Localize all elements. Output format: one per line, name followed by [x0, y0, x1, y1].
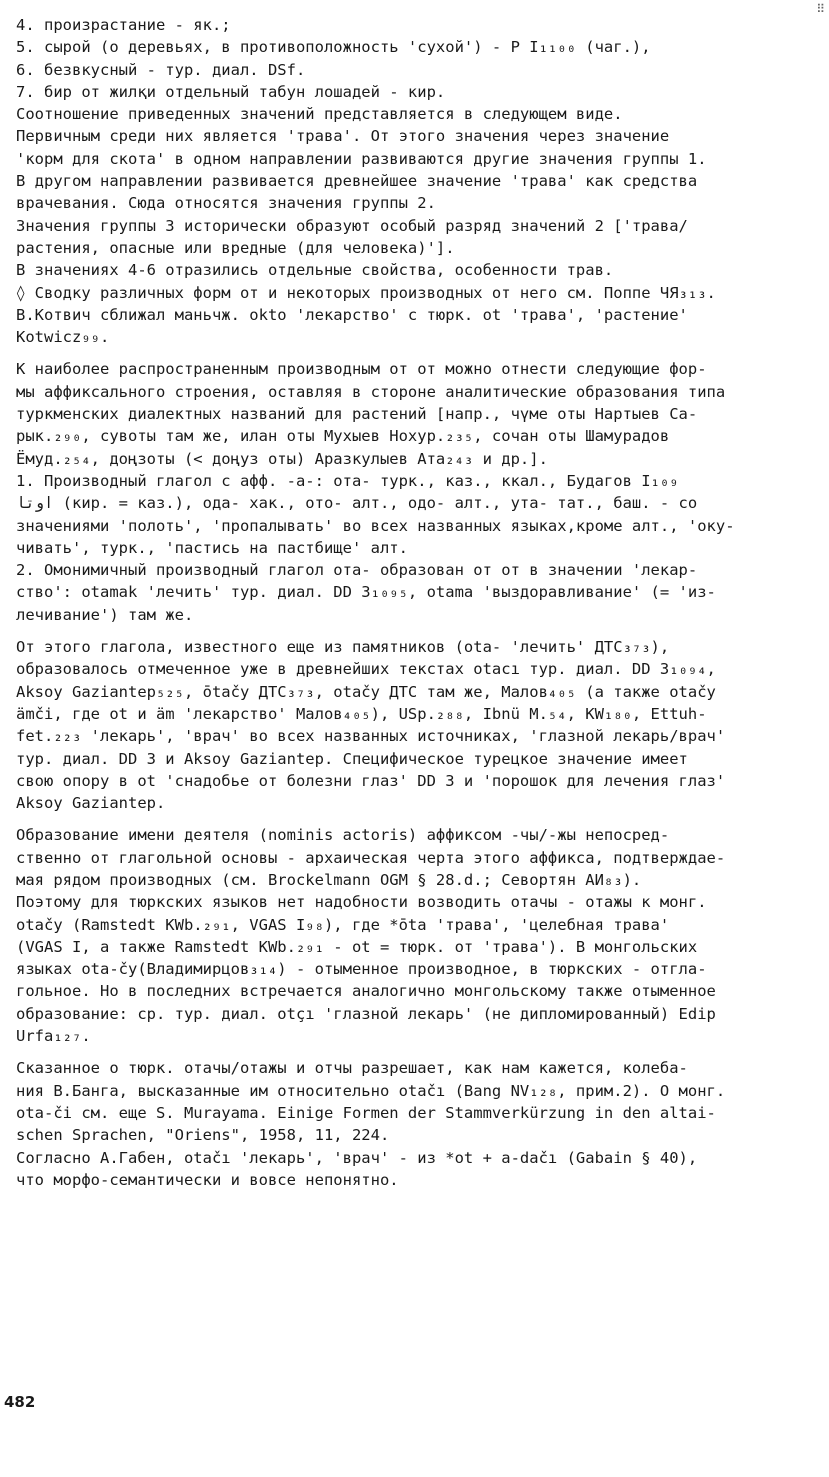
text-line: fet.₂₂₃ 'лекарь', 'врач' во всех названных источниках, 'глазной лекарь/врач' [16, 727, 726, 746]
text-line: К наиболее распространенным производным от от можно отнести следующие фор- [16, 360, 707, 379]
text-line: schen Sprachen, "Oriens", 1958, 11, 224. [16, 1126, 390, 1145]
text-line: В значениях 4-6 отразились отдельные свойства, особенности трав. [16, 261, 614, 280]
text-line: Ёмуд.₂₅₄, доңзоты (< доңуз оты) Аразкулыев Ата₂₄₃ и др.]. [16, 449, 548, 468]
text-line: мы аффиксального строения, оставляя в стороне аналитические образования типа [16, 382, 726, 401]
text-line: Согласно А.Габен, otačı 'лекарь', 'врач' - из *ot + a-dačı (Gabain § 40), [16, 1148, 698, 1167]
text-line: языках ota-čy(Владимирцов₃₁₄) - отыменное производное, в тюркских - отгла- [16, 960, 707, 979]
text-line: اوتا (кир. = каз.), ода- хак., ото- алт., одо- алт., ута- тат., баш. - со [16, 494, 698, 513]
text-line: туркменских диалектных названий для растений [напр., чүме оты Нартыев Са- [16, 405, 698, 424]
text-line: otačy (Ramstedt KWb.₂₉₁, VGAS I₉₈), где *ōta 'трава', 'целебная трава' [16, 915, 670, 934]
text-line: Поэтому для тюркских языков нет надобности возводить отачы - отажы к монг. [16, 893, 707, 912]
text-line: ственно от глагольной основы - архаическая черта этого аффикса, подтверждае- [16, 848, 726, 867]
text-line: мая рядом производных (см. Brockelmann OGM § 28.d.; Севортян АИ₈₃). [16, 870, 642, 889]
text-line: В.Котвич сближал маньчж. okto 'лекарство' с тюрк. ot 'трава', 'растение' [16, 305, 688, 324]
text-line: врачевания. Сюда относятся значения группы 2. [16, 194, 436, 213]
text-line: ämči, где ot и äm 'лекарство' Малов₄₀₅), USp.₂₈₈, Ibnü M.₅₄, KW₁₈₀, Ettuh- [16, 704, 707, 723]
text-line: 'корм для скота' в одном направлении развиваются другие значения группы 1. [16, 149, 707, 168]
page-number: 482 [4, 1393, 36, 1411]
text-line: гольное. Но в последних встречается аналогично монгольскому также отыменное [16, 982, 716, 1001]
text-line: лечивание') там же. [16, 605, 194, 624]
text-line: От этого глагола, известного еще из памятников (ota- 'лечить' ДТС₃₇₃), [16, 638, 670, 657]
text-line: тур. диал. DD 3 и Aksoy Gaziantep. Специфическое турецкое значение имеет [16, 749, 688, 768]
text-line: 2. Омонимичный производный глагол ота- образован от от в значении 'лекар- [16, 561, 698, 580]
text-line: ство': otamak 'лечить' тур. диал. DD 3₁₀₉₅, otama 'выздоравливание' (= 'из- [16, 583, 716, 602]
text-line: образование: ср. тур. диал. otçı 'глазной лекарь' (не дипломированный) Edip [16, 1004, 716, 1023]
text-line: свою опору в ot 'снадобье от болезни глаз' DD 3 и 'порошок для лечения глаз' [16, 771, 726, 790]
text-line: значениями 'полоть', 'пропалывать' во всех названных языках,кроме алт., 'оку- [16, 516, 735, 535]
text-line: чивать', турк., 'пастись на пастбище' алт. [16, 538, 408, 557]
corner-mark: ⠿ [816, 2, 825, 16]
text-line: 1. Производный глагол с афф. -а-: ота- турк., каз., ккал., Будагов I₁₀₉ [16, 471, 679, 490]
text-line: 4. произрастание - як.; [16, 16, 231, 34]
text-line: растения, опасные или вредные (для человека)']. [16, 238, 455, 257]
text-line: ния В.Банга, высказанные им относительно otačı (Bang NV₁₂₈, прим.2). О монг. [16, 1081, 726, 1100]
text-line: 5. сырой (о деревьях, в противоположность 'сухой') - Р I₁₁₀₀ (чаг.), [16, 38, 651, 57]
text-line: Aksoy Gaziantep₅₂₅, ōtačy ДТС₃₇₃, otačy ДТС там же, Малов₄₀₅ (а также otačy [16, 682, 716, 701]
text-line: что морфо-семантически и вовсе непонятно. [16, 1170, 399, 1189]
text-line: ota-či см. еще S. Murayama. Einige Formen der Stammverkürzung in den altai- [16, 1103, 716, 1122]
text-line: 6. безвкусный - тур. диал. DSf. [16, 60, 306, 79]
text-line: образовалось отмеченное уже в древнейших текстах otacı тур. диал. DD 3₁₀₉₄, [16, 660, 716, 679]
text-line: Соотношение приведенных значений представляется в следующем виде. [16, 105, 623, 124]
text-line: Aksoy Gaziantep. [16, 794, 166, 813]
text-line: (VGAS I, а также Ramstedt KWb.₂₉₁ - ot = тюрк. от 'трава'). В монгольских [16, 937, 698, 956]
text-line: Kotwicz₉₉. [16, 328, 110, 347]
text-line: рык.₂₉₀, сувоты там же, илан оты Мухыев Нохур.₂₃₅, сочан оты Шамурадов [16, 427, 670, 446]
text-line: В другом направлении развивается древнейшее значение 'трава' как средства [16, 172, 698, 191]
text-line: ◊ Сводку различных форм от и некоторых производных от него см. Поппе ЧЯ₃₁₃. [16, 283, 716, 302]
text-line: 7. бир от жилқи отдельный табун лошадей - кир. [16, 82, 446, 101]
text-line: Значения группы 3 исторически образуют особый разряд значений 2 ['трава/ [16, 216, 688, 235]
text-line: Сказанное о тюрк. отачы/отажы и отчы разрешает, как нам кажется, колеба- [16, 1059, 688, 1078]
text-line: Первичным среди них является 'трава'. От этого значения через значение [16, 127, 670, 146]
text-line: Образование имени деятеля (nominis actoris) аффиксом -чы/-жы непосред- [16, 826, 670, 845]
text-line: Urfa₁₂₇. [16, 1027, 91, 1046]
text-body [16, 14, 824, 1191]
